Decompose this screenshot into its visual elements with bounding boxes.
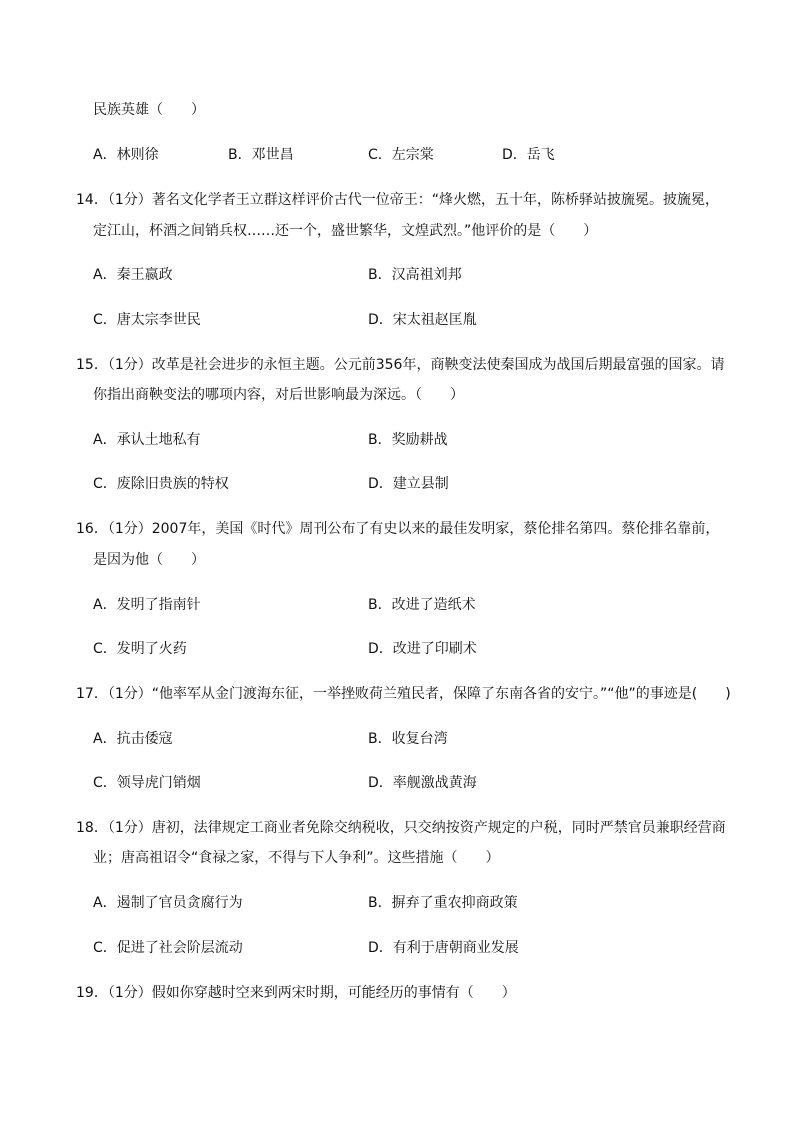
q16-option-b[interactable]: B．改进了造纸术: [368, 597, 476, 613]
q17-option-c[interactable]: C．领导虎门销烟: [93, 775, 201, 791]
q16-option-d[interactable]: D．改进了印刷术: [368, 641, 477, 657]
q17-option-d[interactable]: D．率舰激战黄海: [368, 775, 477, 791]
q17-stem-line1: 17．（1分）“他率军从金门渡海东征，一举挫败荷兰殖民者，保障了东南各省的安宁。”“他”的事迹是( ): [76, 686, 731, 702]
q19-stem-line1: 19．（1分）假如你穿越时空来到两宋时期，可能经历的事情有（ ）: [76, 985, 516, 1001]
q16-option-a[interactable]: A．发明了指南针: [93, 597, 201, 613]
q15-option-c[interactable]: C．废除旧贵族的特权: [93, 476, 229, 492]
q18-option-a[interactable]: A．遏制了官员贪腐行为: [93, 895, 243, 911]
q13-option-c[interactable]: C．左宗棠: [368, 147, 434, 163]
q14-option-c[interactable]: C．唐太宗李世民: [93, 312, 201, 328]
q15-option-d[interactable]: D．建立县制: [368, 476, 449, 492]
q13-stem-tail: 民族英雄（ ）: [93, 102, 205, 118]
q13-option-d[interactable]: D．岳飞: [502, 147, 555, 163]
q15-option-b[interactable]: B．奖励耕战: [368, 432, 448, 448]
q14-option-a[interactable]: A．秦王嬴政: [93, 267, 173, 283]
q17-option-b[interactable]: B．收复台湾: [368, 731, 448, 747]
q14-option-d[interactable]: D．宋太祖赵匡胤: [368, 312, 477, 328]
q16-stem-line1: 16．（1分）2007年，美国《时代》周刊公布了有史以来的最佳发明家，蔡伦排名第四。蔡伦排名靠前，: [76, 521, 720, 537]
q18-stem-line1: 18．（1分）唐初，法律规定工商业者免除交纳税收，只交纳按资产规定的户税，同时严禁官员兼职经营商: [76, 820, 726, 836]
q18-option-b[interactable]: B．摒弃了重农抑商政策: [368, 895, 518, 911]
q15-stem-line1: 15．（1分）改革是社会进步的永恒主题。公元前356年，商鞅变法使秦国成为战国后期最富强的国家。请: [76, 357, 725, 373]
q14-stem-line1: 14．（1分）著名文化学者王立群这样评价古代一位帝王：“烽火燃，五十年，陈桥驿站披旒冕。披旒冕，: [76, 192, 719, 208]
q14-option-b[interactable]: B．汉高祖刘邦: [368, 267, 462, 283]
q14-stem-line2: 定江山，杯酒之间销兵权……还一个，盛世繁华，文煌武烈。”他评价的是（ ）: [93, 223, 598, 239]
q18-option-d[interactable]: D．有利于唐朝商业发展: [368, 940, 519, 956]
q18-option-c[interactable]: C．促进了社会阶层流动: [93, 940, 243, 956]
q16-option-c[interactable]: C．发明了火药: [93, 641, 187, 657]
q13-option-b[interactable]: B．邓世昌: [228, 147, 294, 163]
q15-stem-line2: 你指出商鞅变法的哪项内容，对后世影响最为深远。（ ）: [93, 387, 464, 403]
q18-stem-line2: 业；唐高祖诏令“食禄之家，不得与下人争利”。这些措施（ ）: [93, 850, 500, 866]
q17-option-a[interactable]: A．抗击倭寇: [93, 731, 173, 747]
q15-option-a[interactable]: A．承认土地私有: [93, 432, 201, 448]
q16-stem-line2: 是因为他（ ）: [93, 552, 205, 568]
q13-option-a[interactable]: A．林则徐: [93, 147, 159, 163]
